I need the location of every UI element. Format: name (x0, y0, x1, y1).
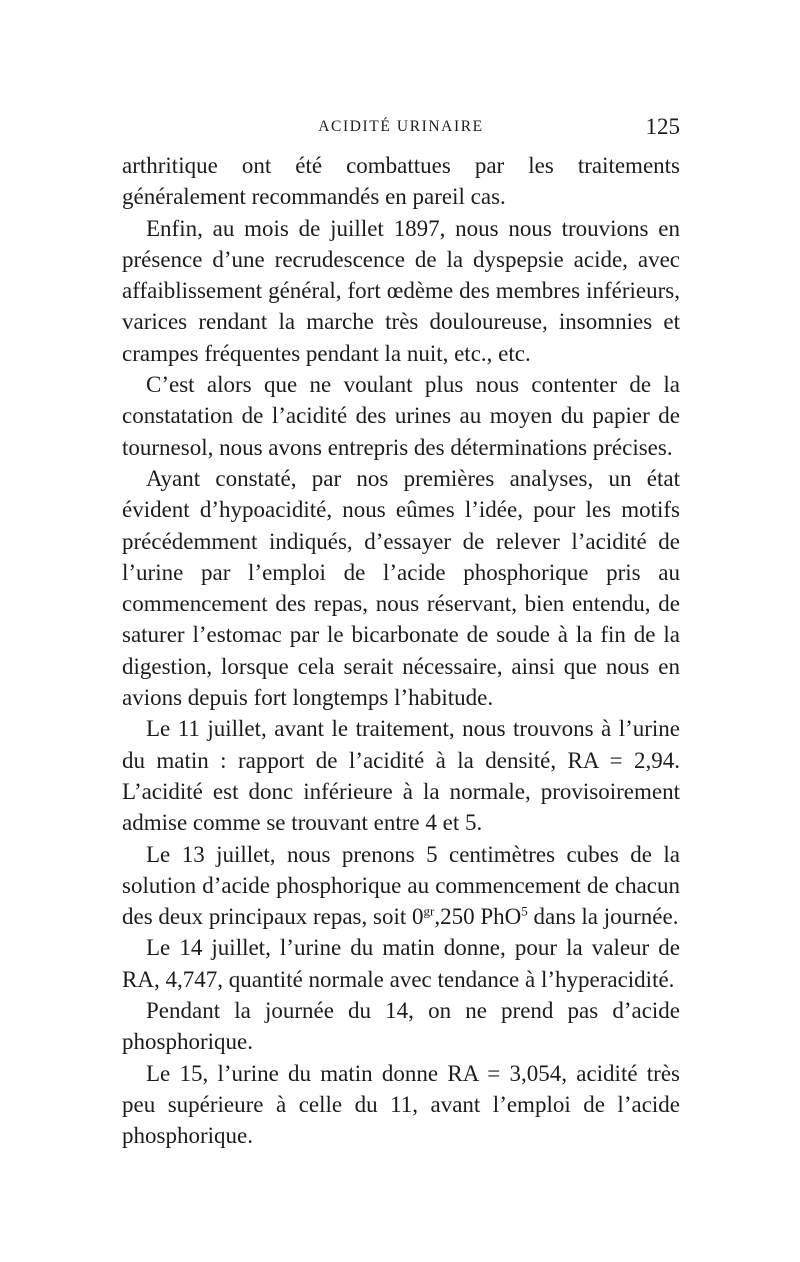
superscript-gr: gr (423, 903, 435, 919)
paragraph-continuation: arthritique ont été combattues par les traitements généralement recommandés en pareil cas. (122, 153, 680, 210)
text-span: Le 13 juillet, nous prenons 5 centimètres cubes de la solution d’acide phosphorique au commencement de chacun des deux principaux repas, soit 0 (122, 841, 680, 930)
running-head (122, 112, 680, 142)
paragraph-determinations: C’est alors que ne voulant plus nous contenter de la constatation de l’acidité des urines au moyen du papier de tournesol, nous avons entrepris des déterminations précises. (122, 372, 680, 460)
paragraph-15-july: Le 15, l’urine du matin donne RA = 3,054, acidité très peu supérieure à celle du 11, avant l’emploi de l’acide phosphorique. (122, 1060, 680, 1149)
paragraph-july-1897: Enfin, au mois de juillet 1897, nous nous trouvions en présence d’une recrudescence de la dyspepsie acide, avec affaiblissement général, fort œdème des membres inférieurs, varices rendant la marche très douloureuse, insomnies et crampes fréquentes pendant la nuit, etc., etc. (122, 215, 680, 366)
text-span: dans la journée. (527, 904, 679, 930)
paragraph-11-july: Le 11 juillet, avant le traitement, nous trouvons à l’urine du matin : rapport de l’acidité à la densité, RA = 2,94. L’acidité est donc inférieure à la normale, provisoirement admise comme se trouvant entre 4 et 5. (122, 716, 680, 836)
paragraph-13-july (122, 839, 680, 933)
paragraph-hypoacidity: Ayant constaté, par nos premières analyses, un état évident d’hypoacidité, nous eûmes l’idée, pour les motifs précédemment indiqués, d’essayer de relever l’acidité de l’urine par l’emploi de l’acide phosphorique pris au commencement des repas, nous réservant, bien entendu, de saturer l’estomac par le bicarbonate de soude à la fin de la digestion, lorsque cela serait nécessaire, ainsi que nous en avions depuis fort longtemps l’habitude. (122, 465, 680, 711)
body-text (122, 150, 680, 1152)
page-number: 125 (645, 114, 680, 139)
superscript-5: 5 (521, 903, 528, 919)
text-span: ,250 PhO (434, 904, 522, 930)
paragraph-no-acid: Pendant la journée du 14, on ne prend pas d’acide phosphorique. (122, 998, 680, 1055)
paragraph-14-july: Le 14 juillet, l’urine du matin donne, pour la valeur de RA, 4,747, quantité normale avec tendance à l’hyperacidité. (122, 935, 680, 992)
running-title: ACIDITÉ URINAIRE (318, 118, 484, 135)
